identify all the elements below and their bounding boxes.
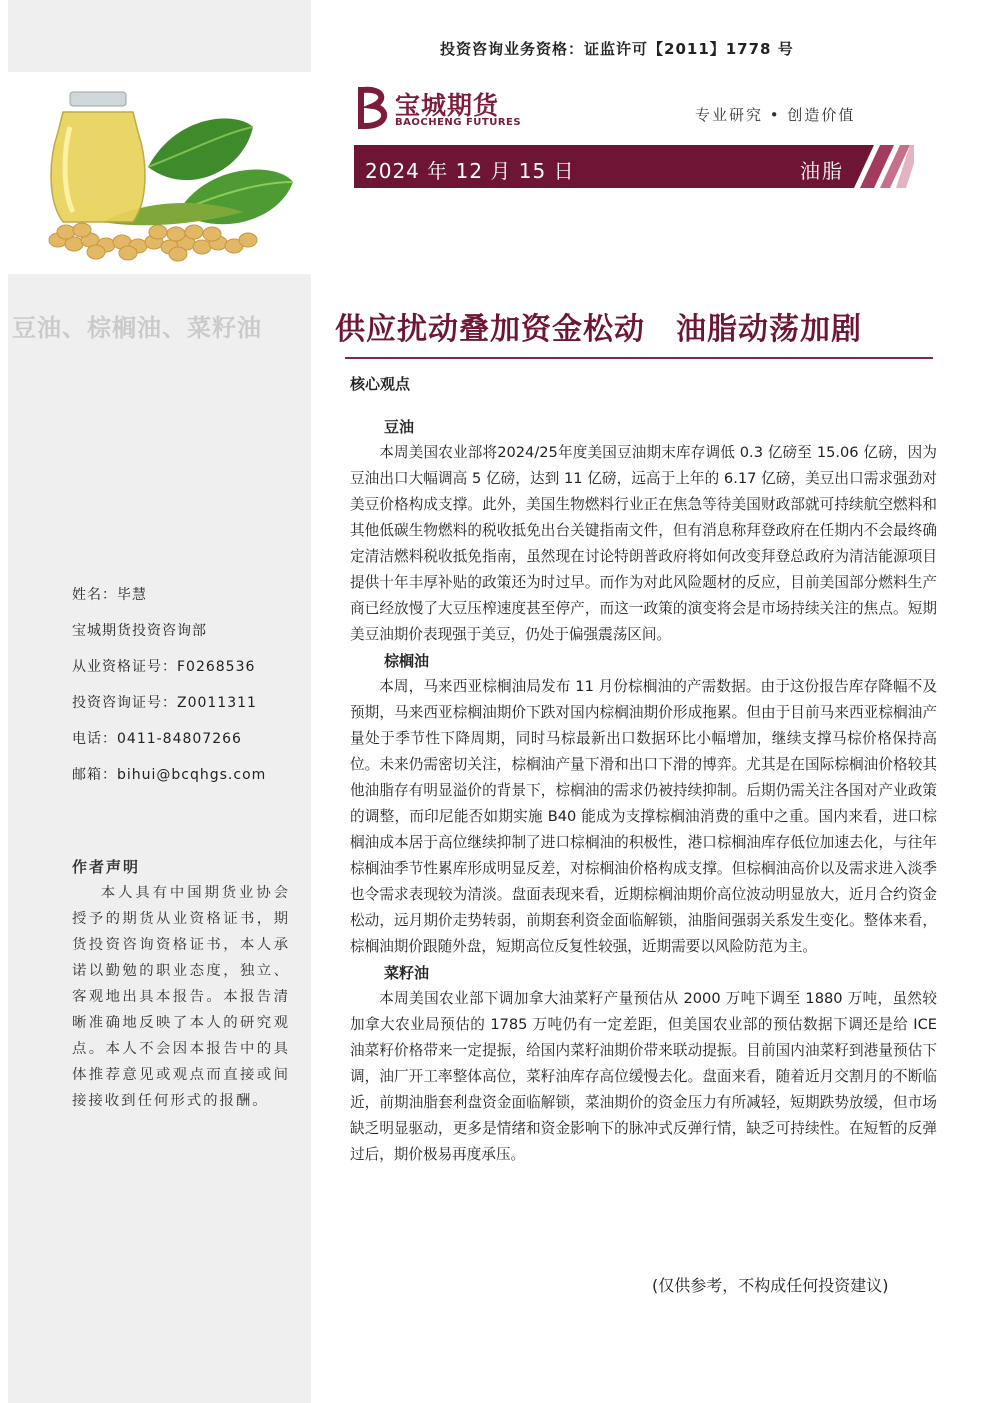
license-statement: 投资咨询业务资格：证监许可【2011】1778 号 [440, 40, 794, 58]
logo-text: 宝城期货 [395, 91, 500, 120]
disclaimer: (仅供参考，不构成任何投资建议) [652, 1276, 889, 1295]
report-category: 油脂 [800, 159, 844, 183]
section-rapeseed-oil [350, 960, 937, 1168]
section-palm-oil [350, 648, 937, 960]
declaration-title: 作者声明 [72, 858, 141, 876]
report-body [350, 414, 937, 1168]
section-soybean-oil [350, 414, 937, 648]
analyst-department: 宝城期货投资咨询部 [72, 623, 207, 639]
section-text: 本周，马来西亚棕榈油局发布 11 月份棕榈油的产需数据。由于这份报告库存降幅不及预期，马来西亚棕榈油期价下跌对国内棕榈油期价形成拖累。但由于目前马来西亚棕榈油产量处于季节性下降周期，同时马棕最新出口数据环比小幅增加，继续支撑马棕价格保持高位。未来仍需密切关注，棕榈油产量下滑和出口下滑的博弈。尤其是在国际棕榈油价格较其他油脂存有明显溢价的背景下，棕榈油的需求仍被持续抑制。后期仍需关注各国对产业政策的调整，而印尼能否如期实施 B40 能成为支撑棕榈油消费的重中之重。国内来看，进口棕榈油成本居于高位继续抑制了进口棕榈油的积极性，港口棕榈油库存低位加速去化，与往年棕榈油季节性累库形成明显反差，对棕榈油价格构成支撑。但棕榈油高价以及需求进入淡季也令需求表现较为清淡。盘面表现来看，近期棕榈油期价高位波动明显放大，近月合约资金松动，远月期价走势转弱，前期套利资金面临解锁，油脂间强弱关系发生变化。整体来看，棕榈油期价跟随外盘，短期高位反复性较强，近期需要以风险防范为主。 [350, 678, 937, 955]
analyst-info [72, 585, 307, 801]
email: 邮箱：bihui@bcqhgs.com [72, 767, 267, 783]
report-date: 2024 年 12 月 15 日 [365, 159, 575, 183]
analyst-name: 姓名：毕慧 [72, 587, 147, 603]
consulting-number: 投资咨询证号：Z0011311 [72, 695, 257, 711]
declaration-text: 本人具有中国期货业协会授予的期货从业资格证书，期货投资咨询资格证书，本人承诺以勤勉的职业态度，独立、客观地出具本报告。本报告清晰准确地反映了本人的研究观点。本人不会因本报告中的具体推荐意见或观点而直接或间接接收到任何形式的报酬。 [72, 885, 290, 1109]
section-title: 豆油 [384, 418, 415, 436]
main-title: 供应扰动叠加资金松动 油脂动荡加剧 [335, 312, 862, 347]
soybean-oil-illustration [8, 72, 311, 274]
slogan: 专业研究 • 创造价值 [695, 106, 856, 124]
phone: 电话：0411-84807266 [72, 731, 242, 747]
qualification-number: 从业资格证号：F0268536 [72, 659, 256, 675]
sidebar-title: 豆油、棕榈油、菜籽油 [12, 314, 262, 342]
logo-english: BAOCHENG FUTURES [395, 117, 522, 128]
section-title: 棕榈油 [384, 652, 430, 670]
company-logo [355, 86, 525, 132]
section-title: 菜籽油 [384, 964, 430, 982]
section-text: 本周美国农业部下调加拿大油菜籽产量预估从 2000 万吨下调至 1880 万吨，虽然较加拿大农业局预估的 1785 万吨仍有一定差距，但美国农业部的预估数据下调还是给 ICE 油菜籽价格带来一定提振，给国内菜籽油期价带来联动提振。目前国内油菜籽到港量预估下调，油厂开工率整体高位，菜籽油库存高位缓慢去化。盘面来看，随着近月交割月的不断临近，前期油脂套利盘资金面临解锁，菜油期价的资金压力有所减轻，短期跌势放缓，但市场缺乏明显驱动，更多是情绪和资金影响下的脉冲式反弹行情，缺乏可持续性。在短暂的反弹过后，期价极易再度承压。 [350, 990, 937, 1163]
section-text: 本周美国农业部将2024/25年度美国豆油期末库存调低 0.3 亿磅至 15.06 亿磅，因为豆油出口大幅调高 5 亿磅，达到 11 亿磅，远高于上年的 6.17 亿磅，美豆出口需求强劲对美豆价格构成支撑。此外，美国生物燃料行业正在焦急等待美国财政部就可持续航空燃料和其他低碳生物燃料的税收抵免出台关键指南文件，但有消息称拜登政府在任期内不会最终确定清洁燃料税收抵免指南，虽然现在讨论特朗普政府将如何改变拜登总政府为清洁能源项目提供十年丰厚补贴的政策还为时过早。而作为对此风险题材的反应，目前美国部分燃料生产商已经放慢了大豆压榨速度甚至停产，而这一政策的演变将会是市场持续关注的焦点。短期美豆油期价表现强于美豆，仍处于偏强震荡区间。 [350, 444, 937, 643]
title-divider [345, 357, 933, 359]
core-view-label: 核心观点 [350, 375, 411, 393]
logo-mark-icon [355, 86, 391, 130]
